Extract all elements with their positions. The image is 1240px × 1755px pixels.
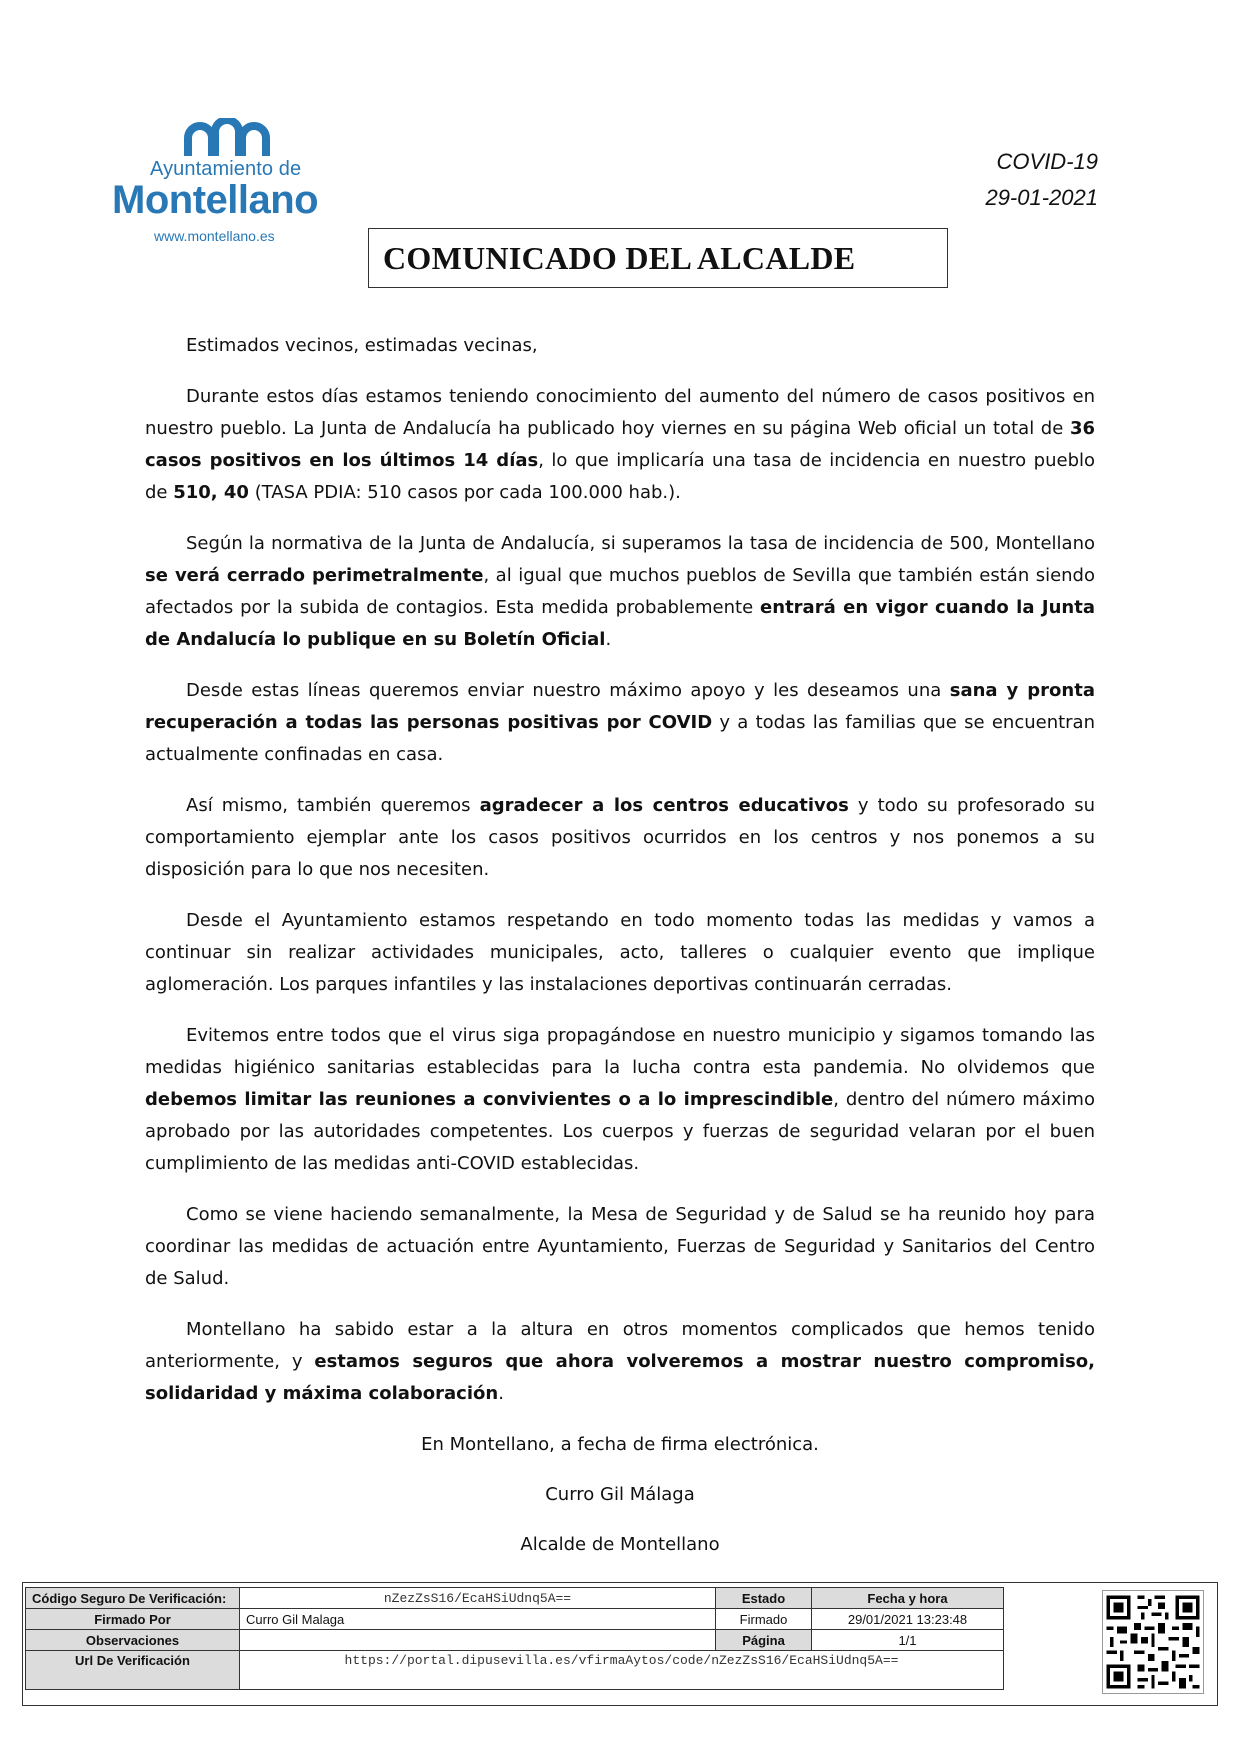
estado-label: Estado bbox=[716, 1588, 812, 1609]
text-span: . bbox=[605, 629, 612, 650]
municipality-logo bbox=[112, 118, 342, 248]
paragraph-2 bbox=[145, 528, 1095, 656]
bold-span: se verá cerrado perimetralmente bbox=[145, 565, 484, 586]
text-span: , lo que implicaría una tasa de incidencia en nuestro pueblo de bbox=[145, 450, 1096, 503]
bold-span: sana y pronta recuperación a todas las personas positivas por COVID bbox=[145, 680, 1095, 733]
estado-value: Firmado bbox=[716, 1609, 812, 1630]
bold-span: agradecer a los centros educativos bbox=[479, 795, 849, 816]
paragraph-5: Desde el Ayuntamiento estamos respetando en todo momento todas las medidas y vamos a continuar sin realizar actividades municipales, acto, talleres o cualquier evento que implique aglomeración. Los parques infantiles y las instalaciones deportivas continuarán cerradas. bbox=[145, 910, 1095, 995]
fecha-label: Fecha y hora bbox=[812, 1588, 1004, 1609]
table-row bbox=[26, 1651, 1004, 1690]
text-span: y a todas las familias que se encuentran actualmente confinadas en casa. bbox=[145, 712, 1095, 765]
closing-place: En Montellano, a fecha de firma electrónica. bbox=[421, 1434, 819, 1455]
paragraph-1 bbox=[145, 381, 1095, 509]
title-box bbox=[368, 228, 948, 288]
bold-span: 36 casos positivos en los últimos 14 días bbox=[145, 418, 1095, 471]
url-label: Url De Verificación bbox=[26, 1651, 240, 1690]
letter-body bbox=[145, 330, 1095, 1579]
text-span: Durante estos días estamos teniendo conocimiento del aumento del número de casos positivos en nuestro pueblo. La Junta de Andalucía ha publicado hoy viernes en su página Web oficial un total de bbox=[145, 386, 1095, 439]
text-span: y todo su profesorado su comportamiento ejemplar ante los casos positivos ocurridos en los centros y nos ponemos a su disposición para lo que nos necesiten. bbox=[145, 795, 1095, 880]
text-span: Evitemos entre todos que el virus siga propagándose en nuestro municipio y sigamos tomando las medidas higiénico sanitarias establecidas para la lucha contra esta pandemia. No olvidemos que bbox=[145, 1025, 1095, 1078]
fecha-value: 29/01/2021 13:23:48 bbox=[812, 1609, 1004, 1630]
csv-label: Código Seguro De Verificación: bbox=[26, 1588, 240, 1609]
arches-logo-icon bbox=[182, 118, 272, 158]
bold-span: debemos limitar las reuniones a convivientes o a lo imprescindible bbox=[145, 1089, 834, 1110]
logo-text-ayuntamiento: Ayuntamiento de bbox=[150, 158, 302, 180]
paragraph-7: Como se viene haciendo semanalmente, la Mesa de Seguridad y de Salud se ha reunido hoy para coordinar las medidas de actuación entre Ayuntamiento, Fuerzas de Seguridad y Sanitarios del Centro de Salud. bbox=[145, 1204, 1095, 1289]
qr-code-icon bbox=[1102, 1590, 1204, 1694]
paragraph-3 bbox=[145, 675, 1095, 771]
observaciones-label: Observaciones bbox=[26, 1630, 240, 1651]
document-header bbox=[985, 144, 1098, 216]
table-row bbox=[26, 1630, 1004, 1651]
pagina-value: 1/1 bbox=[812, 1630, 1004, 1651]
paragraph-4 bbox=[145, 790, 1095, 886]
signer-name: Curro Gil Málaga bbox=[545, 1484, 695, 1505]
verification-url[interactable]: https://portal.dipusevilla.es/vfirmaAytos/code/nZezZsS16/EcaHSiUdnq5A== bbox=[240, 1651, 1004, 1690]
page-title: COMUNICADO DEL ALCALDE bbox=[383, 240, 856, 276]
bold-span: 510, 40 bbox=[173, 482, 249, 503]
document-tag: COVID-19 bbox=[996, 149, 1098, 174]
firmado-label: Firmado Por bbox=[26, 1609, 240, 1630]
text-span: Según la normativa de la Junta de Andalucía, si superamos la tasa de incidencia de 500, Montellano bbox=[186, 533, 1095, 554]
csv-value: nZezZsS16/EcaHSiUdnq5A== bbox=[240, 1588, 716, 1609]
text-span: . bbox=[498, 1383, 504, 1404]
firmado-value: Curro Gil Malaga bbox=[240, 1609, 716, 1630]
table-row bbox=[26, 1609, 1004, 1630]
logo-text-montellano: Montellano bbox=[112, 178, 319, 222]
text-span: Montellano ha sabido estar a la altura en otros momentos complicados que hemos tenido anteriormente, y bbox=[145, 1319, 1095, 1372]
bold-span: estamos seguros que ahora volveremos a mostrar nuestro compromiso, solidaridad y máxima colaboración bbox=[145, 1351, 1095, 1404]
signer-role: Alcalde de Montellano bbox=[520, 1534, 720, 1555]
bold-span: entrará en vigor cuando la Junta de Andalucía lo publique en su Boletín Oficial bbox=[145, 597, 1095, 650]
table-row bbox=[26, 1588, 1004, 1609]
observaciones-value bbox=[240, 1630, 716, 1651]
logo-website: www.montellano.es bbox=[154, 228, 275, 244]
verification-table bbox=[25, 1587, 1004, 1690]
text-span: Desde estas líneas queremos enviar nuestro máximo apoyo y les deseamos una bbox=[186, 680, 950, 701]
text-span: , dentro del número máximo aprobado por las autoridades competentes. Los cuerpos y fuerzas de seguridad velaran por el buen cumplimiento de las medidas anti-COVID establecidas. bbox=[145, 1089, 1095, 1174]
text-span: , al igual que muchos pueblos de Sevilla que también están siendo afectados por la subida de contagios. Esta medida probablemente bbox=[145, 565, 1095, 618]
document-date: 29-01-2021 bbox=[985, 185, 1098, 210]
greeting: Estimados vecinos, estimadas vecinas, bbox=[186, 335, 538, 356]
paragraph-6 bbox=[145, 1020, 1095, 1180]
text-span: Así mismo, también queremos bbox=[186, 795, 480, 816]
text-span: (TASA PDIA: 510 casos por cada 100.000 hab.). bbox=[248, 482, 681, 503]
pagina-label: Página bbox=[716, 1630, 812, 1651]
paragraph-8 bbox=[145, 1314, 1095, 1410]
